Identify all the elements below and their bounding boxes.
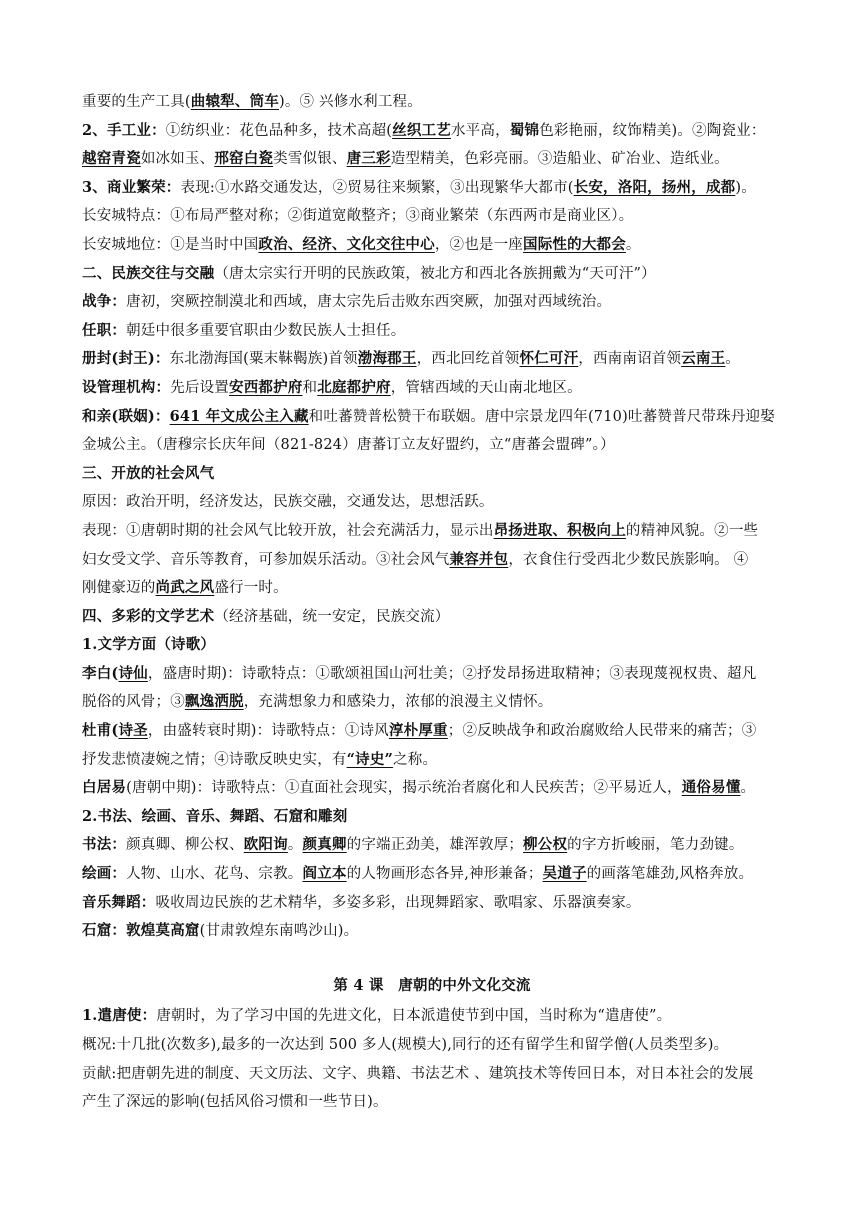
text: 产生了深远的影响(包括风俗习惯和一些节日)。 xyxy=(82,1094,388,1111)
text: （唐太宗实行开明的民族政策，被北方和西北各族拥戴为“天可汗”） xyxy=(214,265,656,282)
text: 妇女受文学、音乐等教育，可参加娱乐活动。③社会风气 xyxy=(82,551,450,568)
key-term: 唐三彩 xyxy=(346,150,391,168)
heading-text: 1.文学方面（诗歌） xyxy=(82,636,216,654)
subheading xyxy=(82,803,782,832)
text: 长安城特点：①布局严整对称；②街道宽敞整齐；③商业繁荣（东西两市是商业区）。 xyxy=(82,208,634,225)
text-line xyxy=(82,231,782,260)
text-line xyxy=(82,174,782,203)
text: 表现：①唐朝时期的社会风气比较开放，社会充满活力，显示出 xyxy=(82,522,494,539)
key-term: 国际性的大都会 xyxy=(523,235,626,253)
text: 长安城地位：①是当时中国 xyxy=(82,236,259,253)
text-line xyxy=(82,117,782,146)
text-line xyxy=(82,660,782,689)
text-line xyxy=(82,345,782,374)
text: ，西北回纥首领 xyxy=(416,351,520,368)
text: 吸收周边民族的艺术精华，多姿多彩，出现舞蹈家、歌唱家、乐器演奏家。 xyxy=(155,894,641,911)
label: 册封(封王)： xyxy=(82,350,170,368)
text-line xyxy=(82,202,782,231)
text: 朝廷中很多重要官职由少数民族人士担任。 xyxy=(126,322,406,339)
label: 绘画： xyxy=(82,865,127,883)
label: 1.遣唐使： xyxy=(82,1007,157,1025)
label: 书法： xyxy=(82,836,127,854)
text-line xyxy=(82,889,782,918)
text: 先后设置 xyxy=(170,379,230,396)
key-term: 尚武之风 xyxy=(155,579,215,597)
key-term: 敦煌莫高窟 xyxy=(126,922,200,940)
key-term: 641 年文成公主入藏 xyxy=(169,407,309,425)
text: （经济基础，统一安定，民族交流） xyxy=(214,608,450,625)
text: 的画落笔雄劲,风格奔放。 xyxy=(586,866,754,883)
text: 贡献:把唐朝先进的制度、天文历法、文字、典籍、书法艺术 、建筑技术等传回日本，对日本社会的发展 xyxy=(82,1065,754,1082)
text-line xyxy=(82,488,782,517)
key-term: 飘逸洒脱 xyxy=(184,693,244,711)
label: 和亲(联姻)： xyxy=(82,407,170,425)
text-line xyxy=(82,88,782,117)
text: (甘肃敦煌东南鸣沙山)。 xyxy=(199,923,359,940)
text: 金城公主。（唐穆宗长庆年间（821-824）唐蕃订立友好盟约，立“唐蕃会盟碑”。） xyxy=(82,437,615,454)
text-line xyxy=(82,574,782,603)
text: ，由盛转衰时期)：诗歌特点：①诗风 xyxy=(147,723,389,740)
key-term: 诗圣 xyxy=(118,722,148,740)
text: 东北渤海国(粟末靺鞨族)首领 xyxy=(169,351,358,368)
text: 的精神风貌。②一些 xyxy=(625,522,759,539)
text-line xyxy=(82,517,782,546)
key-term: 云南王 xyxy=(681,350,726,368)
key-term: 长安，洛阳，扬州，成都 xyxy=(573,178,736,196)
key-term: 诗仙 xyxy=(118,664,148,682)
text: 原因：政治开明，经济发达，民族交融，交通发达，思想活跃。 xyxy=(82,494,494,511)
text-line xyxy=(82,374,782,403)
label: 杜甫( xyxy=(82,722,119,740)
key-term: “诗史” xyxy=(346,750,394,768)
text: 如冰如玉、 xyxy=(140,151,215,168)
text: 水平高， xyxy=(450,122,510,139)
text: ，西南南诏首领 xyxy=(578,351,682,368)
text: 人物、山水、花鸟、宗教。 xyxy=(126,866,303,883)
heading-text: 三、开放的社会风气 xyxy=(82,464,215,482)
lesson-title: 第 4 课 唐朝的中外文化交流 xyxy=(333,976,531,994)
key-term: 越窑青瓷 xyxy=(82,150,141,168)
text: ，衣食住行受西北少数民族影响。 ④ xyxy=(508,551,749,568)
text-line xyxy=(82,403,782,432)
text: 唐初，突厥控制漠北和西域，唐太宗先后击败东西突厥，加强对西域统治。 xyxy=(126,294,612,311)
text-line xyxy=(82,717,782,746)
text: 和吐蕃赞普松赞干布联姻。唐中宗景龙四年(710)吐蕃赞普尺带珠丹迎娶 xyxy=(308,408,775,425)
label: 任职： xyxy=(82,321,127,339)
text: ，盛唐时期)：诗歌特点：①歌颂祖国山河壮美；②抒发昂扬进取精神；③表现蔑视权贵、超凡 xyxy=(147,665,757,682)
text: )。 xyxy=(735,179,756,196)
text: 。 xyxy=(287,837,303,854)
text: 重要的生产工具( xyxy=(82,94,191,110)
key-term: 怀仁可汗 xyxy=(519,350,579,368)
text: ，②也是一座 xyxy=(434,236,524,253)
text: )。⑤ 兴修水利工程。 xyxy=(278,94,422,110)
key-term: 邢窑白瓷 xyxy=(214,150,274,168)
key-term: 吴道子 xyxy=(542,865,587,883)
label: 石窟： xyxy=(82,922,127,940)
subheading xyxy=(82,631,782,660)
key-term: 欧阳询 xyxy=(243,836,288,854)
heading-text: 二、民族交往与交融 xyxy=(82,264,215,282)
key-term: 安西都护府 xyxy=(229,378,303,396)
text: 的字端正劲美，雄浑敦厚； xyxy=(346,837,524,854)
text: ；②反映战争和政治腐败给人民带来的痛苦；③ xyxy=(447,723,757,740)
text-line xyxy=(82,317,782,346)
text: (唐朝中期)：诗歌特点：①直面社会现实，揭示统治者腐化和人民疾苦；②平易近人， xyxy=(126,780,682,797)
text-line xyxy=(82,774,782,803)
text: 盛行一时。 xyxy=(214,580,288,597)
text: 唐朝时，为了学习中国的先进文化，日本派遣使节到中国，当时称为“遣唐使”。 xyxy=(156,1008,672,1025)
text-line xyxy=(82,746,782,775)
text-line xyxy=(82,1002,782,1031)
text: 脱俗的风骨；③ xyxy=(82,694,185,711)
text: 之称。 xyxy=(393,751,438,768)
text-line xyxy=(82,288,782,317)
label: 音乐舞蹈： xyxy=(82,893,156,911)
text: 和 xyxy=(302,379,318,396)
key-term: 丝织工艺 xyxy=(392,121,451,139)
text-line xyxy=(82,431,782,460)
text: 色彩艳丽，纹饰精美)。②陶瓷业： xyxy=(539,122,766,139)
heading-text: 2.书法、绘画、音乐、舞蹈、石窟和雕刻 xyxy=(82,807,348,825)
text: 。 xyxy=(740,780,756,797)
section-heading xyxy=(82,603,782,632)
text: ，充满想象力和感染力，浓郁的浪漫主义情怀。 xyxy=(243,694,553,711)
text-line xyxy=(82,1088,782,1117)
text-line xyxy=(82,917,782,946)
text: 类雪似银、 xyxy=(273,151,347,168)
text-line xyxy=(82,546,782,575)
text-line xyxy=(82,1031,782,1060)
text: ，管辖西域的天山南北地区。 xyxy=(390,379,582,396)
text: 抒发悲愤凄婉之情；④诗歌反映史实，有 xyxy=(82,751,347,768)
label: 战争： xyxy=(82,293,127,311)
text: 。 xyxy=(625,236,641,253)
text-line xyxy=(82,860,782,889)
key-term: 北庭都护府 xyxy=(317,378,391,396)
section-heading xyxy=(82,460,782,489)
label: 白居易 xyxy=(82,779,127,797)
section-heading xyxy=(82,260,782,289)
key-term: 兼容并包 xyxy=(449,550,509,568)
key-term: 曲辕犁、筒车 xyxy=(190,93,279,110)
key-term: 政治、经济、文化交往中心 xyxy=(258,235,435,253)
text: 颜真卿、柳公权、 xyxy=(126,837,244,854)
text: 造型精美，色彩亮丽。③造船业、矿冶业、造纸业。 xyxy=(390,151,729,168)
text: ①纺织业：花色品种多，技术高超( xyxy=(165,122,393,139)
text-line xyxy=(82,688,782,717)
section-label: 2、手工业： xyxy=(82,121,166,139)
text: 的人物画形态各异,神形兼备； xyxy=(346,866,543,883)
text-line xyxy=(82,831,782,860)
document-page xyxy=(82,88,782,1117)
key-term: 颜真卿 xyxy=(302,836,347,854)
key-term: 昂扬进取、积极向上 xyxy=(493,521,626,539)
label: 李白( xyxy=(82,664,119,682)
text-line xyxy=(82,145,782,174)
text: 刚健豪迈的 xyxy=(82,580,156,597)
text: 。 xyxy=(725,351,740,368)
key-term: 通俗易懂 xyxy=(681,779,741,797)
key-term: 阎立本 xyxy=(302,865,347,883)
key-term: 柳公权 xyxy=(523,836,568,854)
section-label: 3、商业繁荣： xyxy=(82,178,181,196)
key-term: 淳朴厚重 xyxy=(388,722,448,740)
key-term: 蜀锦 xyxy=(509,121,540,139)
heading-text: 四、多彩的文学艺术 xyxy=(82,607,215,625)
text-line xyxy=(82,1060,782,1089)
key-term: 渤海郡王 xyxy=(357,350,417,368)
text: 的字方折峻丽，笔力劲键。 xyxy=(567,837,744,854)
text: 概况:十几批(次数多),最多的一次达到 500 多人(规模大),同行的还有留学生和留学僧(人员类型多)。 xyxy=(82,1037,729,1053)
text: 表现:①水路交通发达，②贸易往来频繁，③出现繁华大都市( xyxy=(180,179,574,196)
label: 设管理机构： xyxy=(82,378,171,396)
